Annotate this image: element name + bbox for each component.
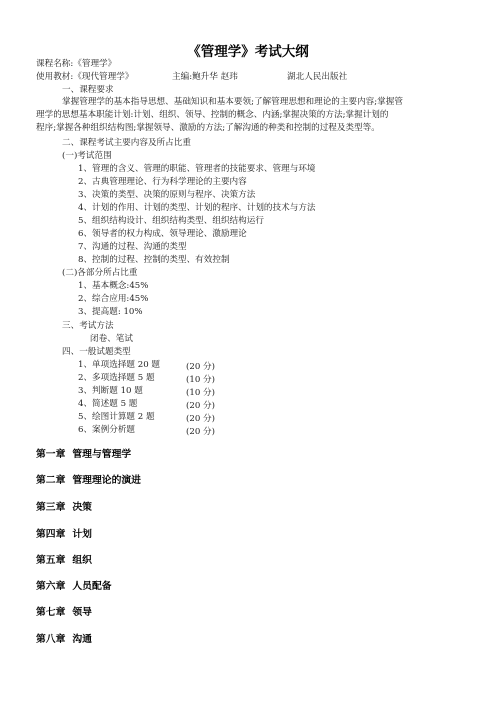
chapter-number: 第五章 bbox=[36, 555, 66, 566]
ratio-item: 1、基本概念:45% bbox=[78, 281, 149, 291]
subsection-heading-ratio: (二)各部分所占比重 bbox=[62, 268, 138, 278]
chapter-title: 决策 bbox=[72, 502, 92, 513]
chapter-title: 人员配备 bbox=[72, 581, 112, 592]
question-type-score: (10 分) bbox=[186, 375, 215, 385]
scope-item: 3、决策的类型、决策的原则与程序、决策方法 bbox=[78, 190, 256, 200]
chapter-number: 第七章 bbox=[36, 607, 66, 618]
question-type-score: (20 分) bbox=[186, 427, 215, 437]
textbook-label: 使用教材:《现代管理学》 bbox=[36, 72, 134, 82]
chapter-number: 第六章 bbox=[36, 581, 66, 592]
subsection-heading-scope: (一)考试范围 bbox=[62, 151, 112, 161]
document-title: 《管理学》考试大纲 bbox=[187, 44, 309, 60]
chapter-number: 第一章 bbox=[36, 449, 66, 460]
scope-item: 6、领导者的权力构成、领导理论、激励理论 bbox=[78, 229, 247, 239]
chapter-number: 第四章 bbox=[36, 529, 66, 540]
method-text: 闭卷、笔试 bbox=[90, 334, 133, 344]
chapter-heading bbox=[36, 499, 92, 513]
chapter-heading bbox=[36, 604, 92, 618]
section-heading-types: 四、一般试题类型 bbox=[62, 347, 131, 357]
section-heading-requirements: 一、课程要求 bbox=[62, 85, 114, 95]
scope-item: 2、古典管理理论、行为科学理论的主要内容 bbox=[78, 177, 247, 187]
requirements-line: 掌握管理学的基本指导思想、基础知识和基本要领;了解管理思想和理论的主要内容;掌握管 bbox=[62, 97, 403, 107]
chapter-title: 领导 bbox=[72, 607, 92, 618]
chapter-title: 计划 bbox=[72, 529, 92, 540]
question-type-name: 2、多项选择题 5 题 bbox=[78, 373, 155, 383]
section-heading-content: 二、课程考试主要内容及所占比重 bbox=[62, 138, 191, 148]
chapter-title: 组织 bbox=[72, 555, 92, 566]
scope-item: 1、管理的含义、管理的职能、管理者的技能要求、管理与环境 bbox=[78, 164, 316, 174]
textbook-publisher: 湖北人民出版社 bbox=[287, 72, 348, 82]
ratio-item: 2、综合应用:45% bbox=[78, 294, 149, 304]
requirements-line: 程序;掌握各种组织结构图;掌握领导、激励的方法;了解沟通的种类和控制的过程及类型等。 bbox=[36, 123, 380, 133]
question-type-name: 5、绘图计算题 2 题 bbox=[78, 412, 155, 422]
textbook-editors: 主编:鲍升华 赵玮 bbox=[172, 72, 238, 82]
question-type-score: (20 分) bbox=[186, 414, 215, 424]
requirements-line: 理学的思想基本职能计划:计划、组织、领导、控制的概念、内涵;掌握决策的方法;掌握计划的 bbox=[36, 110, 389, 120]
chapter-title: 沟通 bbox=[72, 634, 92, 645]
chapter-heading bbox=[36, 631, 92, 645]
question-type-name: 3、判断题 10 题 bbox=[78, 386, 143, 396]
question-type-name: 6、案例分析题 bbox=[78, 425, 136, 435]
section-heading-method: 三、考试方法 bbox=[62, 321, 114, 331]
chapter-heading bbox=[36, 526, 92, 540]
question-type-name: 4、简述题 5 题 bbox=[78, 399, 138, 409]
scope-item: 8、控制的过程、控制的类型、有效控制 bbox=[78, 255, 230, 265]
scope-item: 5、组织结构设计、组织结构类型、组织结构运行 bbox=[78, 216, 264, 226]
chapter-number: 第二章 bbox=[36, 475, 66, 486]
question-type-score: (20 分) bbox=[186, 401, 215, 411]
question-type-name: 1、单项选择题 20 题 bbox=[78, 360, 161, 370]
ratio-item: 3、提高题: 10% bbox=[78, 307, 143, 317]
chapter-heading bbox=[36, 446, 131, 460]
question-type-score: (20 分) bbox=[186, 362, 215, 372]
chapter-number: 第八章 bbox=[36, 634, 66, 645]
scope-item: 4、计划的作用、计划的类型、计划的程序、计划的技术与方法 bbox=[78, 203, 316, 213]
chapter-heading bbox=[36, 578, 112, 592]
scope-item: 7、沟通的过程、沟通的类型 bbox=[78, 242, 187, 252]
chapter-title: 管理理论的演进 bbox=[72, 475, 141, 486]
chapter-heading bbox=[36, 472, 141, 486]
course-name: 课程名称:《管理学》 bbox=[36, 59, 117, 69]
chapter-heading bbox=[36, 552, 92, 566]
chapter-title: 管理与管理学 bbox=[72, 449, 132, 460]
chapter-number: 第三章 bbox=[36, 502, 66, 513]
question-type-score: (10 分) bbox=[186, 388, 215, 398]
